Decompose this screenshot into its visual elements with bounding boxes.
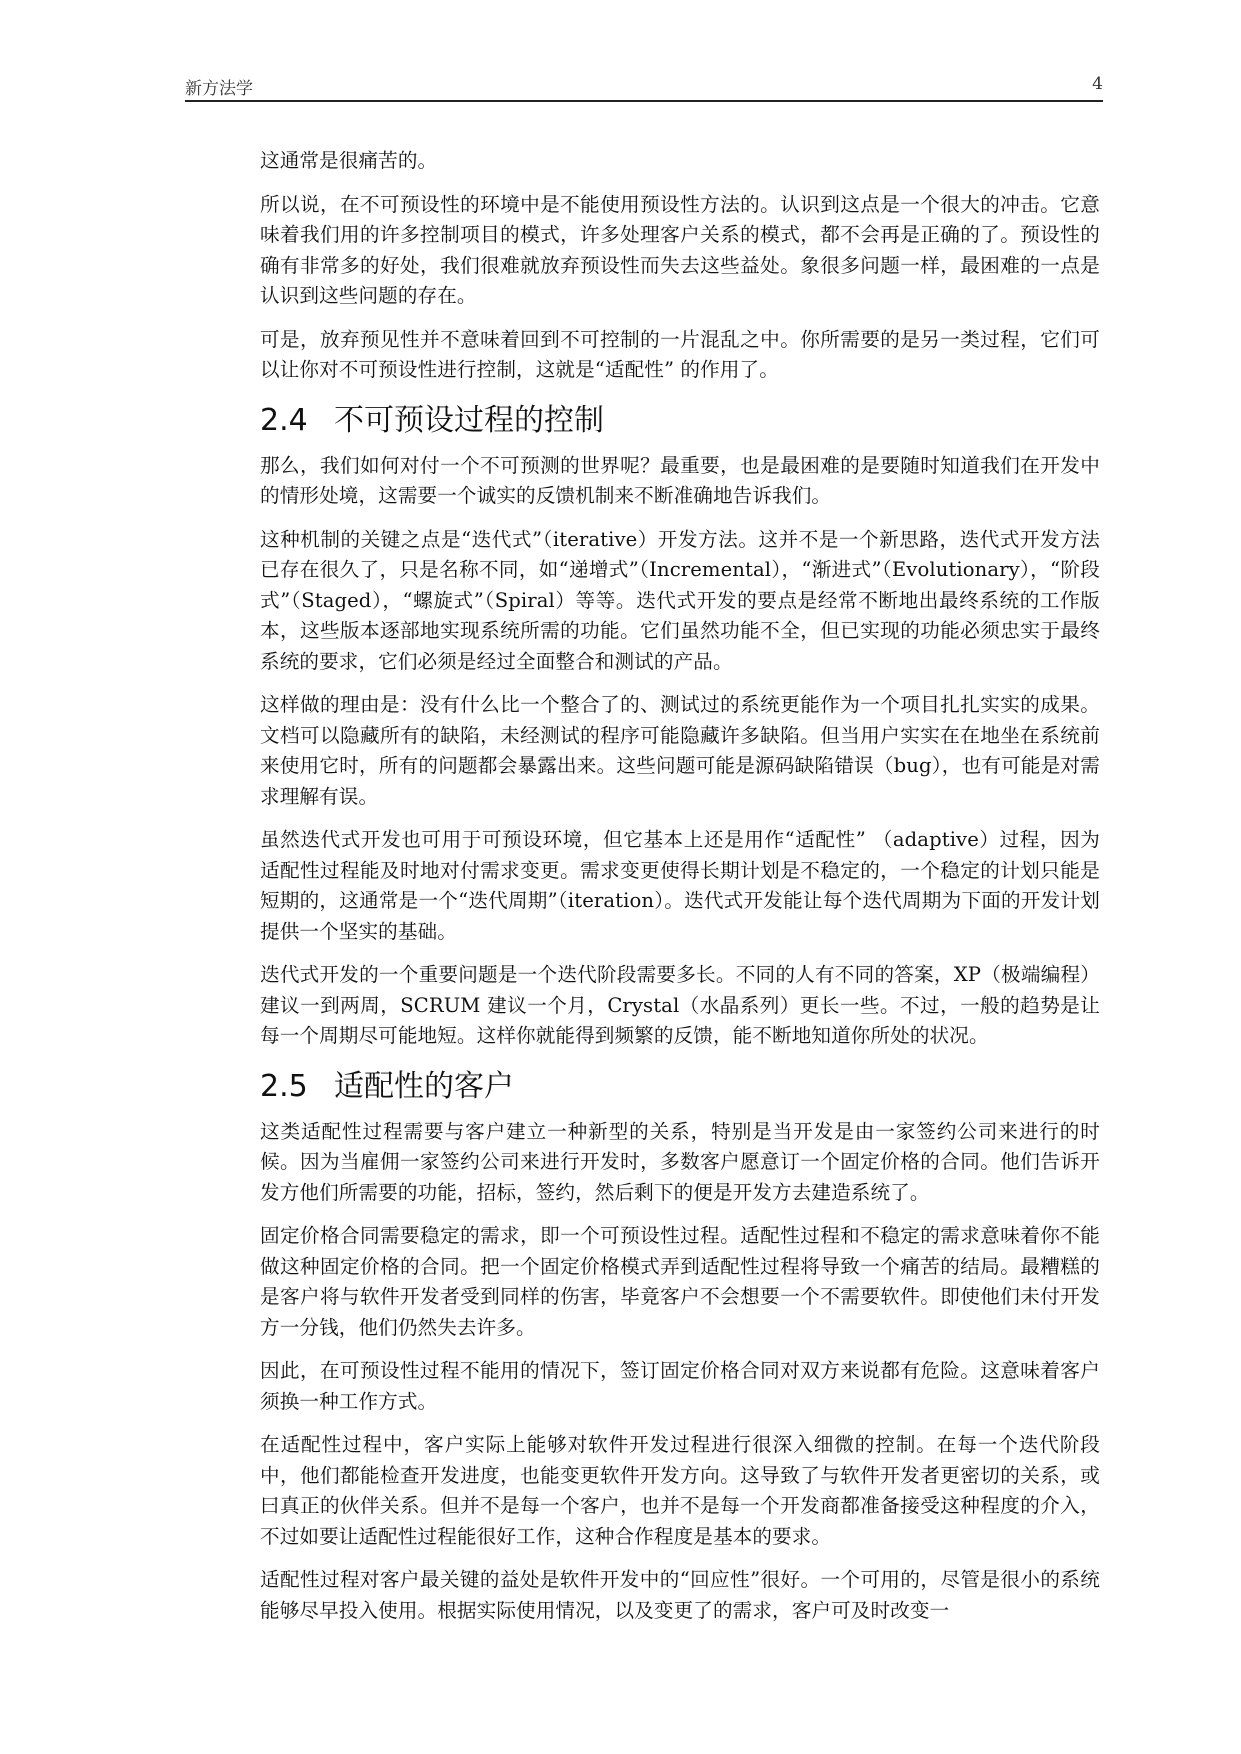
- paragraph: 这样做的理由是：没有什么比一个整合了的、测试过的系统更能作为一个项目扎扎实实的成果。文档可以隐藏所有的缺陷，未经测试的程序可能隐藏许多缺陷。但当用户实实在在地坐在系统前来使用它时，所有的问题都会暴露出来。这些问题可能是源码缺陷错误（bug），也有可能是对需求理解有误。: [260, 693, 1100, 808]
- paragraph: 迭代式开发的一个重要问题是一个迭代阶段需要多长。不同的人有不同的答案，XP（极端编程）建议一到两周，SCRUM 建议一个月，Crystal（水晶系列）更长一些。不过，一般的趋势是让每一个周期尽可能地短。这样你就能得到频繁的反馈，能不断地知道你所处的状况。: [260, 963, 1100, 1047]
- paragraph: 因此，在可预设性过程不能用的情况下，签订固定价格合同对双方来说都有危险。这意味着客户须换一种工作方式。: [260, 1359, 1100, 1413]
- paragraph: 这种机制的关键之点是“迭代式”（iterative）开发方法。这并不是一个新思路，迭代式开发方法已存在很久了，只是名称不同，如“递增式”（Incremental），“渐进式”（Evolutionary），“阶段式”（Staged），“螺旋式”（Spiral）等等。迭代式开发的要点是经常不断地出最终系统的工作版本，这些版本逐部地实现系统所需的功能。它们虽然功能不全，但已实现的功能必须忠实于最终系统的要求，它们必须是经过全面整合和测试的产品。: [260, 527, 1100, 673]
- section-heading: [260, 1065, 1100, 1109]
- page-number: 4: [1092, 74, 1103, 94]
- section-title: 不可预设过程的控制: [334, 402, 604, 438]
- section-number: 2.4: [260, 402, 308, 438]
- paragraph: 适配性过程对客户最关键的益处是软件开发中的“回应性”很好。一个可用的，尽管是很小的系统能够尽早投入使用。根据实际使用情况，以及变更了的需求，客户可及时改变一: [260, 1568, 1100, 1622]
- section-title: 适配性的客户: [334, 1068, 514, 1104]
- section-number: 2.5: [260, 1068, 308, 1104]
- paragraph: 在适配性过程中，客户实际上能够对软件开发过程进行很深入细微的控制。在每一个迭代阶段中，他们都能检查开发进度，也能变更软件开发方向。这导致了与软件开发者更密切的关系，或曰真正的伙伴关系。但并不是每一个客户，也并不是每一个开发商都准备接受这种程度的介入，不过如要让适配性过程能很好工作，这种合作程度是基本的要求。: [260, 1433, 1100, 1548]
- paragraph: 所以说，在不可预设性的环境中是不能使用预设性方法的。认识到这点是一个很大的冲击。它意味着我们用的许多控制项目的模式，许多处理客户关系的模式，都不会再是正确的了。预设性的确有非常多的好处，我们很难就放弃预设性而失去这些益处。象很多问题一样，最困难的一点是认识到这些问题的存在。: [260, 192, 1100, 307]
- paragraph: 虽然迭代式开发也可用于可预设环境，但它基本上还是用作“适配性” （adaptive）过程，因为适配性过程能及时地对付需求变更。需求变更使得长期计划是不稳定的，一个稳定的计划只能是短期的，这通常是一个“迭代周期”（iteration）。迭代式开发能让每个迭代周期为下面的开发计划提供一个坚实的基础。: [260, 828, 1100, 943]
- document-title: 新方法学: [185, 79, 253, 99]
- page-content: [260, 146, 1100, 1639]
- paragraph: 这通常是很痛苦的。: [260, 149, 438, 172]
- paragraph: 可是，放弃预见性并不意味着回到不可控制的一片混乱之中。你所需要的是另一类过程，它们可以让你对不可预设性进行控制，这就是“适配性” 的作用了。: [260, 327, 1100, 381]
- page-header: [185, 72, 1103, 102]
- paragraph: 这类适配性过程需要与客户建立一种新型的关系，特别是当开发是由一家签约公司来进行的时候。因为当雇佣一家签约公司来进行开发时，多数客户愿意订一个固定价格的合同。他们告诉开发方他们所需要的功能，招标，签约，然后剩下的便是开发方去建造系统了。: [260, 1119, 1100, 1204]
- section-heading: [260, 399, 1100, 443]
- paragraph: 那么，我们如何对付一个不可预测的世界呢？最重要，也是最困难的是要随时知道我们在开发中的情形处境，这需要一个诚实的反馈机制来不断准确地告诉我们。: [260, 453, 1100, 507]
- paragraph: 固定价格合同需要稳定的需求，即一个可预设性过程。适配性过程和不稳定的需求意味着你不能做这种固定价格的合同。把一个固定价格模式弄到适配性过程将导致一个痛苦的结局。最糟糕的是客户将与软件开发者受到同样的伤害，毕竟客户不会想要一个不需要软件。即使他们未付开发方一分钱，他们仍然失去许多。: [260, 1224, 1100, 1339]
